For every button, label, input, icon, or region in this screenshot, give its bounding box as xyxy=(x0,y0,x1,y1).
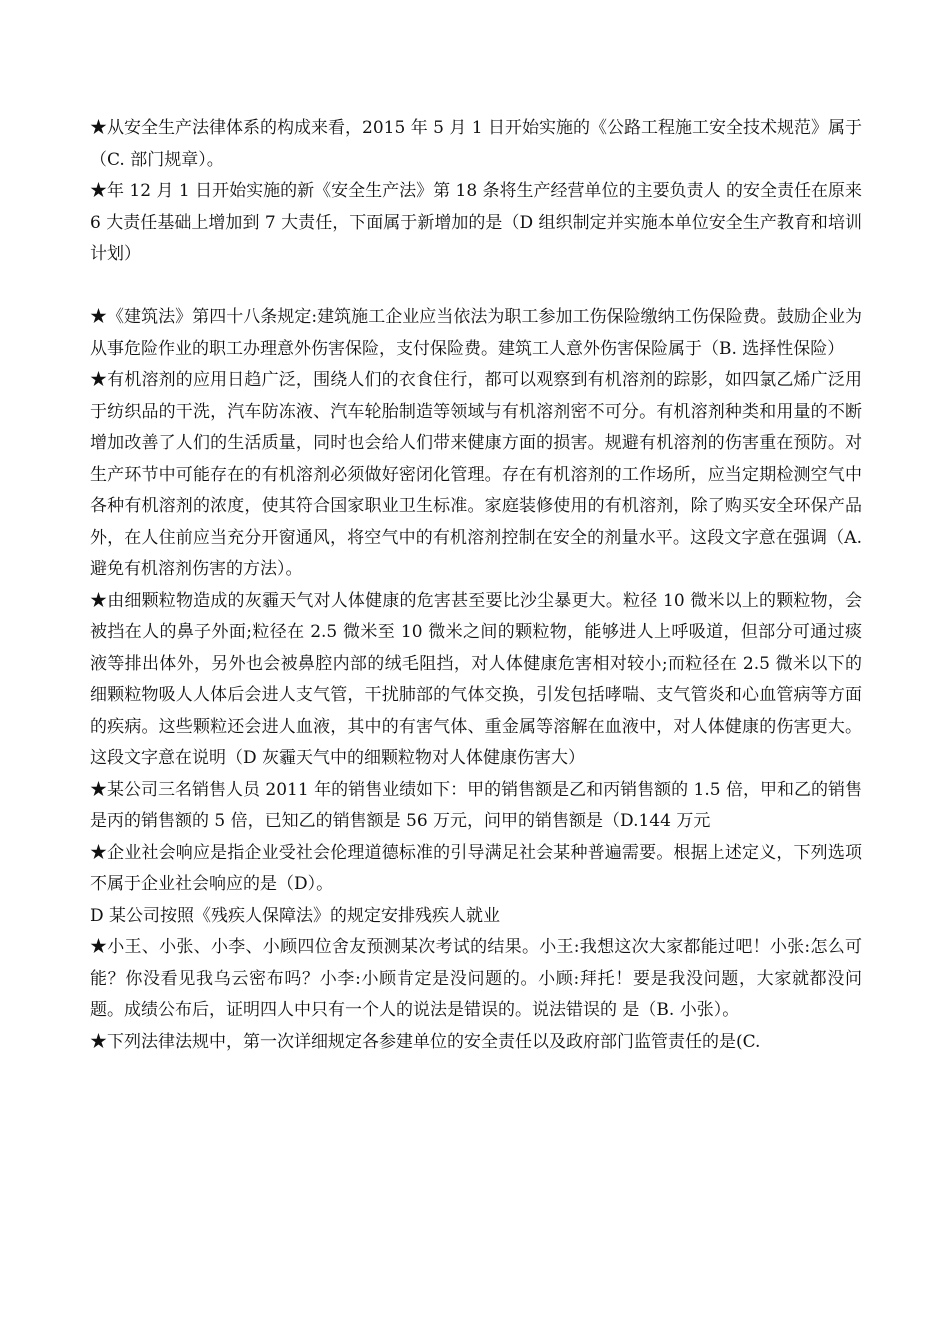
paragraph-2: ★年 12 月 1 日开始实施的新《安全生产法》第 18 条将生产经营单位的主要负责人 的安全责任在原来 6 大责任基础上增加到 7 大责任，下面属于新增加的是（D 组织制定并实施本单位安全生产教育和培训计划） xyxy=(90,181,862,264)
paragraph-7: ★企业社会响应是指企业受社会伦理道德标准的引导满足社会某种普遍需要。根据上述定义，下列选项不属于企业社会响应的是（D）。 xyxy=(90,842,862,894)
paragraph-1: ★从安全生产法律体系的构成来看，2015 年 5 月 1 日开始实施的《公路工程施工安全技术规范》属于（C. 部门规章）。 xyxy=(90,118,862,170)
document-body xyxy=(90,113,862,1058)
paragraph-4: ★有机溶剂的应用日趋广泛，围绕人们的衣食住行，都可以观察到有机溶剂的踪影，如四氯乙烯广泛用于纺织品的干洗，汽车防冻液、汽车轮胎制造等领域与有机溶剂密不可分。有机溶剂种类和用量的不断增加改善了人们的生活质量，同时也会给人们带来健康方面的损害。规避有机溶剂的伤害重在预防。对生产环节中可能存在的有机溶剂必须做好密闭化管理。存在有机溶剂的工作场所，应当定期检测空气中各种有机溶剂的浓度，使其符合国家职业卫生标准。家庭装修使用的有机溶剂，除了购买安全环保产品外，在人住前应当充分开窗通风，将空气中的有机溶剂控制在安全的剂量水平。这段文字意在强调（A. 避免有机溶剂伤害的方法）。 xyxy=(90,370,862,579)
paragraph-8: D 某公司按照《残疾人保障法》的规定安排残疾人就业 xyxy=(90,905,501,926)
paragraph-10: ★下列法律法规中，第一次详细规定各参建单位的安全责任以及政府部门监管责任的是(C. xyxy=(90,1031,761,1052)
paragraph-3: ★《建筑法》第四十八条规定:建筑施工企业应当依法为职工参加工伤保险缴纳工伤保险费。鼓励企业为从事危险作业的职工办理意外伤害保险，支付保险费。建筑工人意外伤害保险属于（B. 选择性保险） xyxy=(90,307,862,359)
paragraph-9: ★小王、小张、小李、小顾四位舍友预测某次考试的结果。小王:我想这次大家都能过吧！小张:怎么可能？你没看见我乌云密布吗？小李:小顾肯定是没问题的。小顾:拜托！要是我没问题，大家就都没问题。成绩公布后，证明四人中只有一个人的说法是错误的。说法错误的 是（B. 小张）。 xyxy=(90,937,862,1020)
paragraph-6: ★某公司三名销售人员 2011 年的销售业绩如下：甲的销售额是乙和丙销售额的 1.5 倍，甲和乙的销售是丙的销售额的 5 倍，已知乙的销售额是 56 万元，问甲的销售额是（D.144 万元 xyxy=(90,779,862,831)
blank-line xyxy=(90,271,862,303)
paragraph-5: ★由细颗粒物造成的灰霾天气对人体健康的危害甚至要比沙尘暴更大。粒径 10 微米以上的颗粒物，会被挡在人的鼻子外面;粒径在 2.5 微米至 10 微米之间的颗粒物，能够进人上呼吸道，但部分可通过痰液等排出体外，另外也会被鼻腔内部的绒毛阻挡，对人体健康危害相对较小;而粒径在 2.5 微米以下的细颗粒物吸人人体后会进人支气管，干扰肺部的气体交换，引发包括哮喘、支气管炎和心血管病等方面的疾病。这些颗粒还会进人血液，其中的有害气体、重金属等溶解在血液中，对人体健康的伤害更大。这段文字意在说明（D 灰霾天气中的细颗粒物对人体健康伤害大） xyxy=(90,590,862,768)
